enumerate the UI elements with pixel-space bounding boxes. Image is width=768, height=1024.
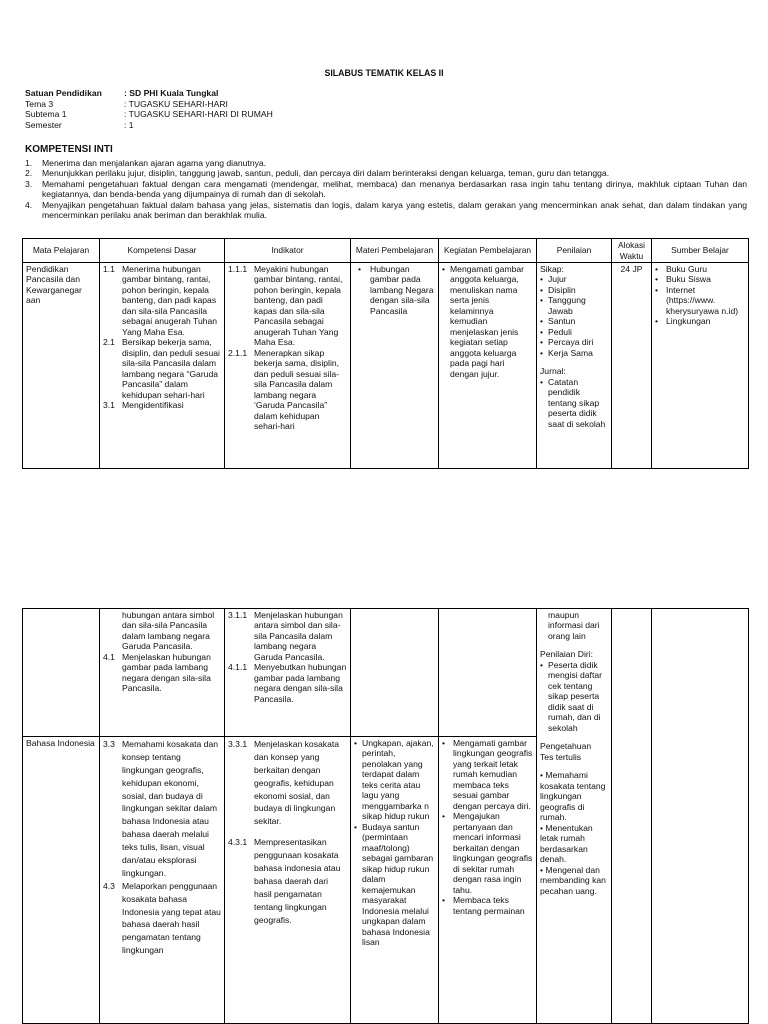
jurnal-item	[540, 377, 608, 429]
sikap-text: Kerja Sama	[548, 347, 593, 358]
bullet: •	[442, 895, 446, 906]
materi-item	[354, 822, 435, 948]
header-indikator: Indikator	[225, 239, 351, 263]
meta-row	[25, 120, 273, 131]
kegiatan-cell	[439, 609, 537, 737]
bullet: •	[540, 376, 544, 387]
penilaian-text: Memahami kosakata tentang lingkungan geografis di rumah.	[540, 770, 606, 823]
indikator-text: Menjelaskan hubungan antara simbol dan sila-sila Pancasila dalam lambang negara Garuda Pancasila.	[254, 610, 343, 662]
kd-item	[103, 738, 221, 880]
sikap-text: Tanggung Jawab	[548, 295, 586, 316]
kegiatan-text: Mengamati gambar lingkungan geografis yang terkait letak rumah kemudian membaca teks sesuai gambar dengan percaya diri.	[453, 738, 533, 811]
indikator-text: Menyebutkan hubungan gambar pada lambang negara dengan sila-sila Pancasila.	[254, 662, 347, 704]
kd-text: Mengidentifikasi	[122, 400, 184, 411]
materi-item	[354, 738, 435, 822]
materi-cell	[351, 737, 439, 1024]
penilaian-item: • Mengenal dan membanding kan pecahan uang.	[540, 864, 606, 896]
bullet: •	[540, 284, 544, 295]
kd-number: 3.1	[103, 400, 115, 411]
ki-item	[25, 179, 747, 200]
ki-text: Menerima dan menjalankan ajaran agama yang dianutnya.	[42, 158, 267, 168]
header-penilaian: Penilaian	[537, 239, 612, 263]
penilaian-item: • Menentukan letak rumah berdasarkan denah.	[540, 822, 593, 865]
spacer	[540, 358, 608, 366]
kegiatan-item	[442, 811, 533, 895]
meta-row	[25, 99, 273, 110]
kegiatan-item	[442, 264, 533, 379]
sumber-item	[655, 264, 745, 274]
penilaian-diri-label: Penilaian Diri:	[540, 649, 594, 660]
sikap-text: Peduli	[548, 326, 572, 337]
sumber-text: Buku Guru	[666, 264, 708, 274]
kd-cell	[100, 263, 225, 469]
bullet: •	[655, 284, 659, 295]
syllabus-table-page-2	[22, 608, 749, 1024]
sikap-text: Santun	[548, 316, 576, 327]
indikator-number: 3.3.1	[228, 739, 248, 749]
kd-text: Memahami kosakata dan konsep tentang lingkungan geografis, kehidupan ekonomi, sosial, dan budaya di lingkungan sekitar dalam bahasa Indonesia atau bahasa daerah melalui teks tulis, lisan, visual dan/atau eksplorasi lingkungan.	[122, 739, 219, 878]
sikap-label: Sikap:	[540, 264, 564, 274]
indikator-item	[228, 348, 347, 432]
table-header-row	[23, 239, 749, 263]
indikator-cell	[225, 263, 351, 469]
mapel-cell: Pendidikan Pancasila dan Kewarganegar aan	[23, 263, 100, 469]
indikator-number: 1.1.1	[228, 264, 248, 274]
materi-text: Ungkapan, ajakan, perintah, penolakan yang terdapat dalam teks cerita atau lagu yang menggambarka n sikap hidup rukun	[362, 738, 434, 822]
identity-block	[25, 88, 273, 130]
ki-item	[25, 168, 747, 178]
kd-continuation: hubungan antara simbol dan sila-sila Pancasila dalam lambang negara Garuda Pancasila.	[122, 610, 215, 652]
ki-text: Memahami pengetahuan faktual dengan cara mengamati (mendengar, melihat, membaca) dan menanya berdasarkan rasa ingin tahu tentang dirinya, makhluk ciptaan Tuhan dan kegiatannya, dan benda-benda yang dijumpainya di rumah dan di sekolah.	[42, 178, 747, 200]
sikap-item	[540, 295, 608, 316]
header-sumber-belajar: Sumber Belajar	[652, 239, 749, 263]
ki-text: Menunjukkan perilaku jujur, disiplin, tanggung jawab, santun, peduli, dan percaya diri dalam berinteraksi dengan keluarga, teman, guru dan tetangga.	[42, 168, 610, 179]
kompetensi-inti-heading: KOMPETENSI INTI	[25, 144, 113, 155]
materi-cell	[351, 263, 439, 469]
indikator-item	[228, 836, 347, 926]
kegiatan-item	[442, 738, 533, 811]
bullet: •	[540, 337, 544, 348]
indikator-item	[228, 610, 347, 662]
bullet: •	[354, 738, 358, 748]
sikap-text: Disiplin	[548, 284, 576, 295]
meta-value: : 1	[124, 119, 134, 130]
ki-number: 2.	[25, 168, 33, 179]
header-kegiatan: Kegiatan Pembelajaran	[439, 239, 537, 263]
jurnal-label: Jurnal:	[540, 366, 566, 377]
kd-cell	[100, 609, 225, 737]
kegiatan-cell	[439, 263, 537, 469]
sikap-item	[540, 274, 608, 284]
indikator-number: 4.1.1	[228, 662, 248, 673]
bullet: •	[354, 821, 358, 832]
kd-item	[103, 337, 221, 400]
sikap-text: Jujur	[548, 274, 567, 285]
materi-cell	[351, 609, 439, 737]
bullet-dash: •	[358, 264, 362, 274]
kd-item	[103, 880, 221, 957]
kd-cell	[100, 737, 225, 1024]
kegiatan-cell	[439, 737, 537, 1024]
bullet: •	[442, 738, 446, 748]
indikator-cell	[225, 609, 351, 737]
sumber-cell	[652, 263, 749, 469]
indikator-number: 2.1.1	[228, 347, 248, 358]
bullet: •	[655, 316, 659, 327]
indikator-text: Menerapkan sikap bekerja sama, disiplin, dan peduli sesuai sila-sila Pancasila dalam lambang negara ‘Garuda Pancasila” dalam kehidupan sehari-hari	[254, 347, 340, 432]
indikator-number: 4.3.1	[228, 837, 248, 848]
indikator-number: 3.1.1	[228, 610, 248, 620]
kd-number: 2.1	[103, 337, 115, 348]
penilaian-diri-text: Peserta didik mengisi daftar cek tentang sikap peserta didik saat di rumah, dan di sekolah	[548, 659, 602, 733]
ki-number: 3.	[25, 178, 33, 189]
bullet: •	[540, 326, 544, 337]
ki-number: 1.	[25, 158, 33, 168]
ki-number: 4.	[25, 199, 33, 210]
penilaian-cell	[537, 263, 612, 469]
bullet: •	[540, 659, 544, 670]
mapel-cell	[23, 609, 100, 737]
indikator-text: Meyakini hubungan gambar bintang, rantai, pohon beringin, kepala banteng, dan padi kapas dan sila-sila Pancasila sebagai anugerah Tuhan Yang Maha Esa.	[254, 264, 343, 348]
kegiatan-text: Mengamati gambar anggota keluarga, menuliskan nama serta jenis kelaminnya kemudian menjelaskan jenis kegiatan setiap anggota keluarga pada pagi hari dengan jujur.	[450, 264, 525, 379]
sikap-item	[540, 327, 608, 337]
sikap-item	[540, 285, 608, 295]
indikator-item	[228, 738, 347, 828]
table-row	[23, 263, 749, 469]
header-alokasi-waktu: Alokasi Waktu	[612, 239, 652, 263]
indikator-item	[228, 662, 347, 704]
bullet: •	[655, 274, 659, 285]
spacer	[228, 828, 347, 836]
meta-key: Tema 3	[25, 98, 54, 109]
table-row	[23, 609, 749, 737]
kd-number: 4.3	[103, 880, 115, 891]
header-materi: Materi Pembelajaran	[351, 239, 439, 263]
header-kompetensi-dasar: Kompetensi Dasar	[100, 239, 225, 263]
bullet: •	[442, 264, 446, 274]
penilaian-item: • Memahami kosakata tentang lingkungan geografis di rumah.	[540, 770, 606, 823]
ki-item	[25, 158, 747, 168]
penilaian-cell	[537, 609, 612, 1024]
bullet: •	[655, 264, 659, 274]
sumber-cell	[652, 609, 749, 1024]
ki-item	[25, 200, 747, 221]
pengetahuan-label: Pengetahuan	[540, 741, 592, 752]
sumber-item	[655, 316, 745, 326]
sikap-item	[540, 337, 608, 347]
indikator-cell	[225, 737, 351, 1024]
sumber-text: Lingkungan	[666, 316, 711, 327]
bullet: •	[442, 811, 446, 822]
kd-text: Bersikap bekerja sama, disiplin, dan peduli sesuai sila-sila Pancasila dalam lambang negara “Garuda Pancasila” dalam kehidupan sehari-hari	[122, 337, 220, 400]
kd-number: 4.1	[103, 651, 115, 662]
kd-number: 3.3	[103, 739, 115, 749]
sumber-item	[655, 285, 745, 316]
bullet: •	[540, 295, 544, 306]
spacer	[540, 733, 608, 741]
kegiatan-item	[442, 895, 533, 916]
header-mata-pelajaran: Mata Pelajaran	[23, 239, 100, 263]
sumber-item	[655, 274, 745, 284]
meta-value: : TUGASKU SEHARI-HARI DI RUMAH	[124, 109, 273, 119]
kd-item	[103, 264, 221, 337]
alokasi-cell	[612, 609, 652, 1024]
meta-row	[25, 88, 273, 99]
meta-key: Satuan Pendidikan	[25, 88, 102, 98]
tes-label: Tes tertulis	[540, 751, 582, 762]
sikap-item	[540, 316, 608, 326]
alokasi-cell: 24 JP	[612, 263, 652, 469]
meta-key: Semester	[25, 119, 62, 130]
bullet: •	[540, 274, 544, 285]
syllabus-table-page-1	[22, 238, 749, 469]
materi-item	[354, 264, 435, 316]
document-title: SILABUS TEMATIK KELAS II	[324, 68, 444, 78]
bullet: •	[540, 316, 544, 327]
kd-item	[103, 652, 221, 694]
meta-key: Subtema 1	[25, 109, 67, 119]
penilaian-text: Mengenal dan membanding kan pecahan uang.	[540, 864, 606, 896]
kd-item	[103, 400, 221, 410]
kompetensi-inti-list	[25, 158, 747, 221]
sikap-text: Percaya diri	[548, 337, 594, 348]
kegiatan-text: Mengajukan pertanyaan dan mencari informasi berkaitan dengan lingkungan geografis di sekitar rumah dengan rasa ingin tahu.	[453, 811, 533, 895]
materi-text: Hubungan gambar pada lambang Negara dengan sila-sila Pancasila	[370, 264, 434, 316]
kd-text: Menerima hubungan gambar bintang, rantai, pohon beringin, kepala banteng, dan padi kapas dan sila-sila Pancasila sebagai anugerah Tuhan Yang Maha Esa.	[122, 264, 218, 337]
penilaian-diri-item	[540, 660, 608, 733]
indikator-item	[228, 264, 347, 348]
sumber-text: Buku Siswa	[666, 274, 711, 285]
jurnal-text: Catatan pendidik tentang sikap peserta didik saat di sekolah	[548, 376, 606, 429]
meta-value: : SD PHI Kuala Tungkal	[124, 88, 219, 98]
indikator-text: Mempresentasikan penggunaan kosakata bahasa indonesia atau bahasa daerah dari hasil pengamatan tentang lingkungan geografis.	[254, 837, 341, 925]
sikap-item	[540, 348, 608, 358]
spacer	[540, 762, 608, 770]
meta-value: : TUGASKU SEHARI-HARI	[124, 98, 228, 109]
meta-row	[25, 109, 273, 120]
kegiatan-text: Membaca teks tentang permainan	[453, 895, 525, 916]
kd-number: 1.1	[103, 264, 115, 274]
kd-text: Menjelaskan hubungan gambar pada lambang negara dengan sila-sila Pancasila.	[122, 651, 211, 694]
kd-text: Melaporkan penggunaan kosakata bahasa Indonesia yang tepat atau bahasa daerah hasil pengamatan tentang lingkungan	[122, 880, 221, 956]
indikator-text: Menjelaskan kosakata dan konsep yang berkaitan dengan geografis, kehidupan ekonomi sosial, dan budaya di lingkungan sekitar.	[254, 739, 340, 827]
bullet: •	[540, 347, 544, 358]
penilaian-text: Menentukan letak rumah berdasarkan denah.	[540, 822, 593, 865]
materi-text: Budaya santun (permintaan maaf/tolong) sebagai gambaran sikap hidup rukun dalam kemajemukan masyarakat Indonesia melalui ungkapan dalam bahasa Indonesia lisan	[362, 821, 434, 948]
spacer	[540, 641, 608, 649]
penilaian-continuation: maupun informasi dari orang lain	[548, 610, 600, 641]
mapel-cell: Bahasa Indonesia	[23, 737, 100, 1024]
ki-text: Menyajikan pengetahuan faktual dalam bahasa yang jelas, sistematis dan logis, dalam karya yang estetis, dalam gerakan yang mencerminkan anak sehat, dan dalam tindakan yang mencerminkan perilaku anak beriman dan berakhlak mulia.	[42, 199, 747, 221]
sumber-text: Internet (https://www. kherysuryawa n.id)	[666, 284, 739, 316]
